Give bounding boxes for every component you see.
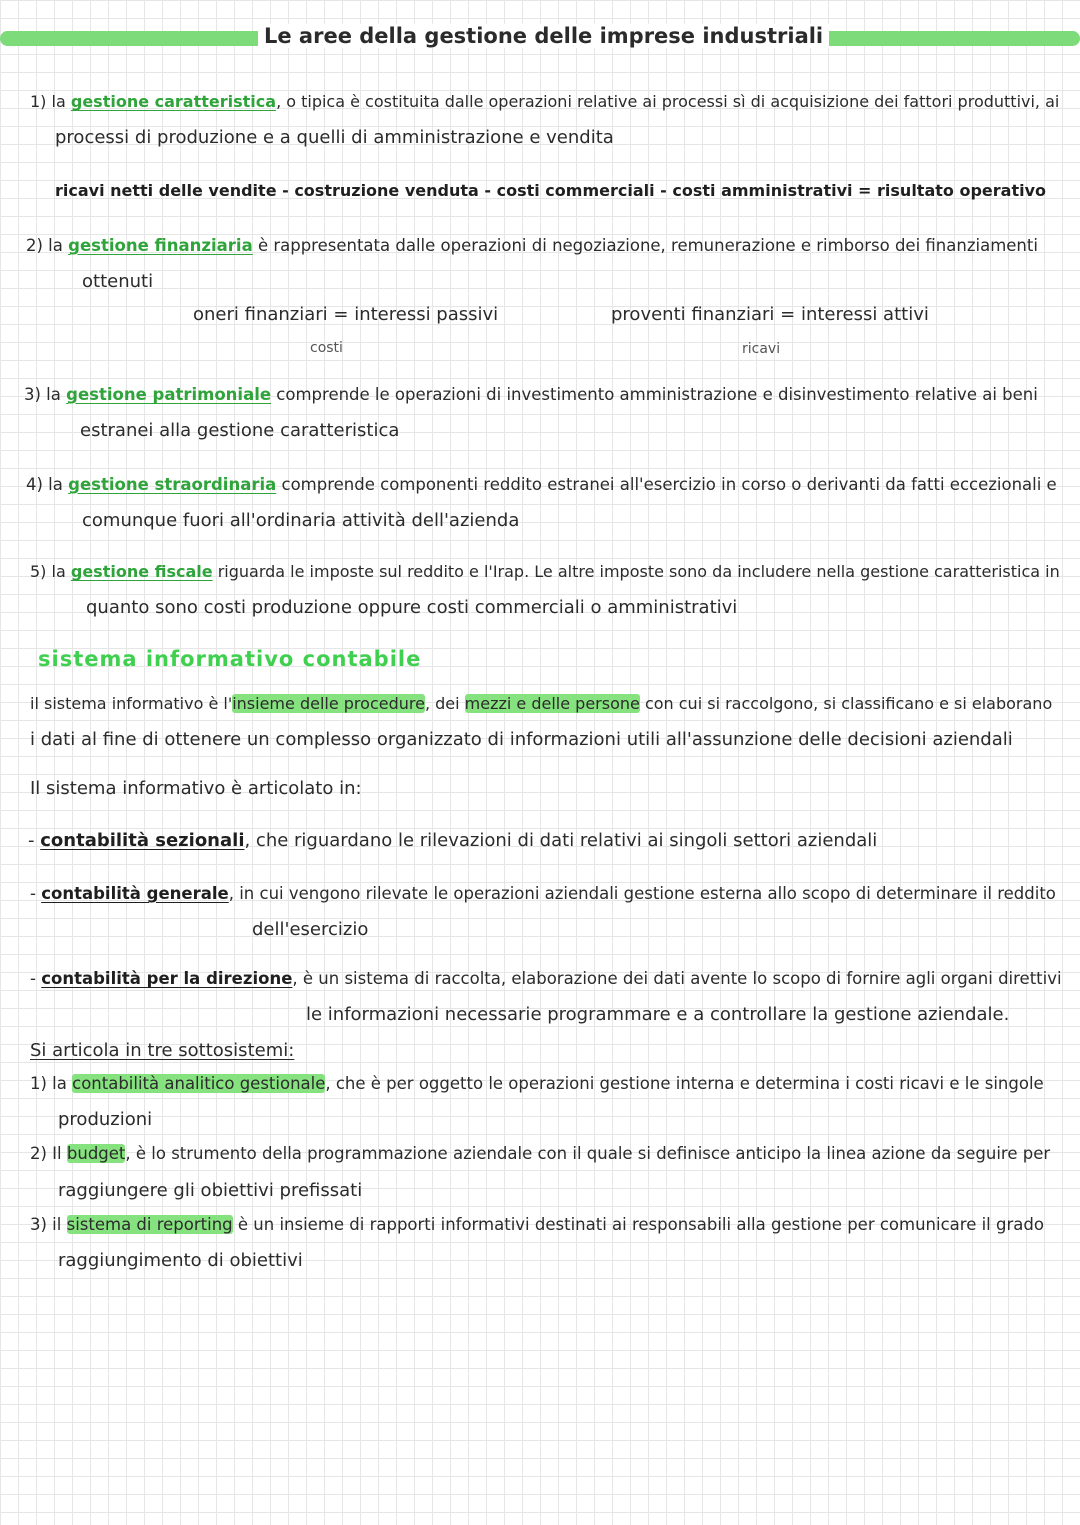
item-number: 1) la [30, 1074, 73, 1093]
item-text: comprende le operazioni di investimento amministrazione e disinvestimento relative ai beni [271, 385, 1038, 404]
definition-text: con cui si raccolgono, si classificano e si elaborano [639, 694, 1053, 713]
item-text-line2: processi di produzione e a quelli di amministrazione e vendita [55, 127, 614, 148]
list-dash: - [30, 969, 36, 988]
item-text: , che riguardano le rilevazioni di dati relativi ai singoli settori aziendali [244, 830, 878, 851]
list-dash: - [28, 830, 35, 851]
item-text: , è un sistema di raccolta, elaborazione dei dati avente lo scopo di fornire agli organi direttivi [292, 969, 1062, 988]
formula-risultato-operativo: ricavi netti delle vendite - costruzione venduta - costi commerciali - costi amministrativi = risultato operativo [55, 181, 1046, 200]
key-term: contabilità analitico gestionale [72, 1074, 326, 1093]
proventi-note: ricavi [742, 341, 781, 357]
item-text: , è lo strumento della programmazione aziendale con il quale si definisce anticipo la linea azione da seguire per [125, 1144, 1051, 1163]
item-text: è un insieme di rapporti informativi destinati ai responsabili alla gestione per comunicare il grado [232, 1215, 1044, 1234]
item-number: 4) la [26, 475, 63, 494]
item-text: comprende componenti reddito estranei all'esercizio in corso o derivanti da fatti eccezionali e [276, 475, 1057, 494]
item-number: 3) la [24, 385, 61, 404]
key-term: gestione straordinaria [68, 475, 277, 494]
item-text-line2: ottenuti [82, 271, 154, 292]
definition-text: il sistema informativo è l' [30, 694, 233, 713]
item-gestione-fiscale [30, 562, 1060, 581]
highlight-mezzi-persone: mezzi e delle persone [464, 694, 640, 713]
item-text: è rappresentata dalle operazioni di negoziazione, remunerazione e rimborso dei finanziamenti [252, 236, 1038, 255]
key-term: gestione finanziaria [68, 236, 253, 255]
definition-line2: i dati al fine di ottenere un complesso organizzato di informazioni utili all'assunzione delle decisioni aziendali [30, 729, 1013, 750]
key-term: budget [66, 1144, 126, 1163]
oneri-formula: oneri finanziari = interessi passivi [193, 304, 499, 325]
item-number: 2) la [26, 236, 63, 255]
item-text: , o tipica è costituita dalle operazioni relative ai processi sì di acquisizione dei fattori produttivi, ai [276, 92, 1060, 111]
item-number: 1) la [30, 92, 66, 111]
item-number: 3) il [30, 1215, 67, 1234]
item-gestione-caratteristica [30, 92, 1059, 111]
list-item-generale [30, 884, 1056, 903]
section-heading: sistema informativo contabile [38, 647, 422, 671]
item-text-line2: dell'esercizio [252, 919, 369, 940]
sub-item-budget [30, 1144, 1050, 1163]
item-text: , che è per oggetto le operazioni gestione interna e determina i costi ricavi e le singole [325, 1074, 1044, 1093]
definition-text: , dei [424, 694, 465, 713]
key-term: gestione fiscale [70, 562, 213, 581]
list-dash: - [30, 884, 36, 903]
item-text-line2: comunque fuori all'ordinaria attività dell'azienda [82, 510, 520, 531]
list-item-direzione [30, 969, 1062, 988]
item-text-line2: raggiungere gli obiettivi prefissati [58, 1180, 363, 1201]
sub-item-reporting [30, 1215, 1044, 1234]
item-text: , in cui vengono rilevate le operazioni aziendali gestione esterna allo scopo di determinare il reddito [228, 884, 1056, 903]
item-number: 5) la [30, 562, 66, 581]
articolato-intro: Il sistema informativo è articolato in: [30, 778, 362, 799]
item-text-line2: estranei alla gestione caratteristica [80, 420, 400, 441]
item-text-line2: quanto sono costi produzione oppure costi commerciali o amministrativi [86, 597, 738, 618]
item-text-line2: raggiungimento di obiettivi [58, 1250, 303, 1271]
item-text-line2: le informazioni necessarie programmare e a controllare la gestione aziendale. [306, 1004, 1010, 1025]
key-term: gestione patrimoniale [66, 385, 272, 404]
key-term: contabilità generale [41, 884, 229, 903]
page-title: Le aree della gestione delle imprese industriali [258, 24, 829, 48]
key-term: gestione caratteristica [70, 92, 277, 111]
sub-item-analitico [30, 1074, 1044, 1093]
item-gestione-patrimoniale [24, 385, 1038, 404]
item-text-line2: produzioni [58, 1109, 153, 1130]
proventi-formula: proventi finanziari = interessi attivi [611, 304, 929, 325]
highlight-procedure: insieme delle procedure [232, 694, 425, 713]
key-term: contabilità sezionali [40, 830, 245, 851]
item-number: 2) Il [30, 1144, 67, 1163]
oneri-note: costi [310, 340, 343, 356]
key-term: contabilità per la direzione [41, 969, 293, 988]
item-gestione-finanziaria [26, 236, 1038, 255]
sottosistemi-intro: Si articola in tre sottosistemi: [30, 1040, 295, 1061]
item-gestione-straordinaria [26, 475, 1057, 494]
key-term: sistema di reporting [66, 1215, 233, 1234]
list-item-sezionali [28, 830, 877, 851]
item-text: riguarda le imposte sul reddito e l'Irap. Le altre imposte sono da includere nella gestione caratteristica in [212, 562, 1060, 581]
definition-line1 [30, 694, 1052, 713]
